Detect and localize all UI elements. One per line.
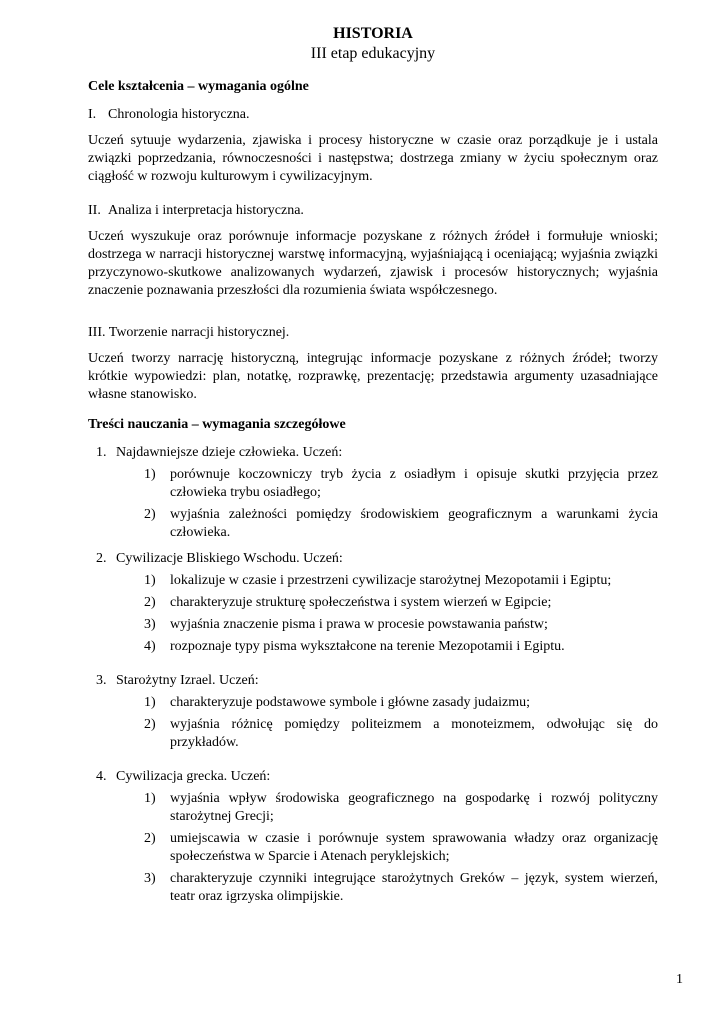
topic-title: Starożytny Izrael. Uczeń: bbox=[116, 673, 259, 688]
topic-title: Cywilizacja grecka. Uczeń: bbox=[116, 769, 271, 784]
list-item: 1) charakteryzuje podstawowe symbole i główne zasady judaizmu; bbox=[144, 695, 530, 710]
topic-number: 1. bbox=[96, 445, 107, 460]
topic-items bbox=[88, 790, 658, 906]
topic-items bbox=[88, 466, 658, 542]
topic-prehistory bbox=[88, 444, 658, 542]
topic-number: 4. bbox=[96, 769, 107, 784]
list-item: 2) wyjaśnia różnicę pomiędzy politeizmem a monoteizmem, odwołując się do przykładów. bbox=[144, 717, 658, 750]
list-item: 2) charakteryzuje strukturę społeczeństwa i system wierzeń w Egipcie; bbox=[144, 595, 552, 610]
document-title: HISTORIA bbox=[333, 25, 413, 42]
section-text: Uczeń sytuuje wydarzenia, zjawiska i procesy historyczne w czasie oraz porządkuje je i ustala związki poprzedzania, równoczesności i następstwa; dostrzega zmiany w życiu społecznym oraz ciągłość w rozwoju kulturowym i cywilizacyjnym. bbox=[88, 133, 658, 184]
section-number: II. bbox=[88, 203, 101, 218]
section-number: III. bbox=[88, 325, 106, 340]
list-item: 2) umiejscawia w czasie i porównuje system sprawowania władzy oraz organizację społeczeństwa w Sparcie i Atenach peryklejskich; bbox=[144, 831, 658, 864]
topic-number: 2. bbox=[96, 551, 107, 566]
document-subtitle: III etap edukacyjny bbox=[310, 45, 436, 62]
list-item: 3) charakteryzuje czynniki integrujące starożytnych Greków – język, system wierzeń, teatr oraz igrzyska olimpijskie. bbox=[144, 871, 658, 904]
list-item: 3) wyjaśnia znaczenie pisma i prawa w procesie powstawania państw; bbox=[144, 617, 548, 632]
topic-near-east bbox=[88, 550, 658, 656]
list-item: 1) porównuje koczowniczy tryb życia z osiadłym i opisuje skutki przyjęcia przez człowieka trybu osiadłego; bbox=[144, 467, 658, 500]
page-number: 1 bbox=[676, 972, 683, 987]
section-number: I. bbox=[88, 107, 97, 122]
topic-title: Cywilizacje Bliskiego Wschodu. Uczeń: bbox=[116, 551, 343, 566]
list-item: 1) wyjaśnia wpływ środowiska geograficznego na gospodarkę i rozwój polityczny starożytnej Grecji; bbox=[144, 791, 658, 824]
topic-items bbox=[88, 572, 658, 656]
general-requirements-heading: Cele kształcenia – wymagania ogólne bbox=[88, 79, 309, 94]
detailed-requirements-heading: Treści nauczania – wymagania szczegółowe bbox=[88, 417, 346, 432]
topic-items bbox=[88, 694, 658, 752]
section-title: Analiza i interpretacja historyczna. bbox=[108, 203, 304, 218]
topic-number: 3. bbox=[96, 673, 107, 688]
section-narration bbox=[88, 324, 658, 404]
topic-title: Najdawniejsze dzieje człowieka. Uczeń: bbox=[116, 445, 343, 460]
section-title: Chronologia historyczna. bbox=[108, 107, 250, 122]
section-analysis bbox=[88, 202, 658, 300]
topic-israel bbox=[88, 672, 658, 752]
section-text: Uczeń wyszukuje oraz porównuje informacje pozyskane z różnych źródeł i formułuje wnioski; dostrzega w narracji historycznej warstwę informacyjną, wyjaśniającą i oceniającą; wyjaśnia związki przyczynowo-skutkowe analizowanych wydarzeń, zjawisk i procesów historycznych; wyjaśnia znaczenie poznawania przeszłości dla rozumienia świata współczesnego. bbox=[88, 229, 658, 298]
document-page bbox=[88, 22, 658, 922]
section-title: Tworzenie narracji historycznej. bbox=[108, 325, 290, 340]
list-item: 2) wyjaśnia zależności pomiędzy środowiskiem geograficznym a warunkami życia człowieka. bbox=[144, 507, 658, 540]
list-item: 4) rozpoznaje typy pisma wykształcone na terenie Mezopotamii i Egiptu. bbox=[144, 639, 565, 654]
list-item: 1) lokalizuje w czasie i przestrzeni cywilizacje starożytnej Mezopotamii i Egiptu; bbox=[144, 573, 612, 588]
topic-greece bbox=[88, 768, 658, 906]
section-chronology bbox=[88, 106, 658, 186]
section-text: Uczeń tworzy narrację historyczną, integrując informacje pozyskane z różnych źródeł; tworzy krótkie wypowiedzi: plan, notatkę, rozprawkę, prezentację; przedstawia argumenty uzasadniające własne stanowisko. bbox=[88, 351, 658, 402]
